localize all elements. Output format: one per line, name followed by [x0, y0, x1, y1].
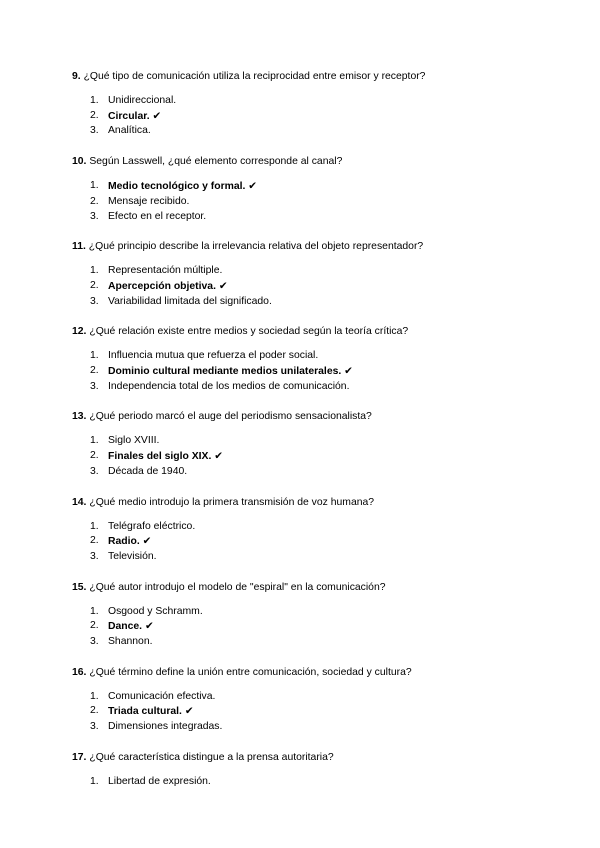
checkmark-icon: ✔ — [344, 365, 353, 378]
question-title — [72, 496, 542, 509]
option-text: Radio. — [108, 536, 140, 548]
option-number: 3. — [90, 465, 99, 477]
answer-option — [72, 720, 542, 735]
answer-option-correct — [72, 534, 542, 550]
answer-option — [72, 94, 542, 109]
option-text: Osgood y Schramm. — [108, 605, 203, 617]
answer-option — [72, 264, 542, 279]
option-number: 3. — [90, 295, 99, 307]
question-number: 17. — [72, 751, 87, 763]
answer-option-correct — [72, 279, 542, 295]
option-number: 3. — [90, 125, 99, 137]
option-text: Finales del siglo XIX. — [108, 451, 212, 463]
question-block — [72, 581, 542, 650]
option-number: 1. — [90, 350, 99, 362]
question-number: 15. — [72, 581, 87, 593]
option-text: Independencia total de los medios de comunicación. — [108, 380, 350, 392]
option-text: Comunicación efectiva. — [108, 690, 216, 702]
answer-option-correct — [72, 179, 542, 195]
answer-option-correct — [72, 704, 542, 720]
question-block — [72, 155, 542, 224]
answer-options — [72, 520, 542, 565]
question-number: 9. — [72, 71, 81, 82]
answer-option-correct — [72, 364, 542, 380]
checkmark-icon: ✔ — [248, 180, 258, 193]
question-block — [72, 666, 542, 735]
question-title — [72, 751, 542, 764]
option-text: Dominio cultural mediante medios unilaterales. — [108, 366, 342, 378]
answer-options — [72, 179, 542, 224]
option-number: 2. — [90, 620, 99, 632]
question-text: ¿Qué relación existe entre medios y sociedad según la teoría crítica? — [89, 326, 409, 338]
question-number: 11. — [72, 241, 86, 253]
option-text: Dimensiones integradas. — [108, 721, 223, 733]
answer-option — [72, 380, 542, 395]
option-number: 2. — [90, 109, 99, 121]
answer-option — [72, 775, 542, 790]
answer-option — [72, 465, 542, 480]
option-number: 3. — [90, 210, 99, 222]
option-number: 3. — [90, 380, 99, 392]
option-text: Medio tecnológico y formal. — [108, 181, 246, 193]
answer-options — [72, 94, 542, 139]
option-text: Dance. — [108, 621, 143, 633]
option-text: Variabilidad limitada del significado. — [108, 295, 272, 307]
option-number: 1. — [90, 605, 99, 617]
answer-option — [72, 605, 542, 620]
question-title — [72, 70, 542, 83]
question-text: ¿Qué característica distingue a la prensa autoritaria? — [89, 751, 334, 763]
answer-options — [72, 434, 542, 479]
option-number: 2. — [90, 535, 99, 547]
option-number: 3. — [90, 721, 99, 733]
question-title — [72, 410, 542, 423]
question-number: 16. — [72, 666, 87, 678]
question-text: ¿Qué autor introdujo el modelo de "espiral" en la comunicación? — [89, 581, 386, 593]
answer-option — [72, 520, 542, 535]
option-number: 2. — [90, 195, 99, 207]
answer-option — [72, 690, 542, 705]
checkmark-icon: ✔ — [144, 620, 154, 633]
question-number: 13. — [72, 411, 87, 423]
answer-option — [72, 349, 542, 364]
answer-option — [72, 124, 542, 139]
answer-option — [72, 550, 542, 565]
answer-option — [72, 295, 542, 310]
option-text: Representación múltiple. — [108, 265, 223, 277]
option-text: Shannon. — [108, 636, 153, 648]
option-text: Analítica. — [108, 125, 151, 137]
question-text: ¿Qué tipo de comunicación utiliza la reciprocidad entre emisor y receptor? — [83, 71, 426, 82]
answer-options — [72, 605, 542, 650]
checkmark-icon: ✔ — [152, 109, 162, 122]
answer-option — [72, 210, 542, 225]
option-text: Influencia mutua que refuerza el poder social. — [108, 350, 319, 362]
question-text: ¿Qué periodo marcó el auge del periodismo sensacionalista? — [89, 411, 372, 423]
option-number: 1. — [90, 435, 99, 447]
option-number: 1. — [90, 520, 99, 532]
checkmark-icon: ✔ — [214, 450, 223, 463]
option-number: 1. — [90, 180, 99, 192]
question-number: 10. — [72, 156, 87, 168]
option-text: Telégrafo eléctrico. — [108, 520, 196, 532]
checkmark-icon: ✔ — [218, 279, 228, 292]
option-number: 2. — [90, 705, 99, 717]
option-text: Unidireccional. — [108, 95, 177, 106]
option-number: 1. — [90, 775, 99, 787]
option-number: 2. — [90, 279, 99, 291]
question-block — [72, 751, 542, 790]
answer-options — [72, 690, 542, 735]
option-text: Apercepción objetiva. — [108, 280, 216, 292]
option-number: 3. — [90, 636, 99, 648]
question-title — [72, 155, 542, 168]
question-block — [72, 240, 542, 309]
answer-options — [72, 775, 542, 790]
question-title — [72, 240, 542, 253]
question-text: ¿Qué medio introdujo la primera transmisión de voz humana? — [89, 496, 375, 508]
option-number: 2. — [90, 450, 99, 462]
option-text: Década de 1940. — [108, 465, 188, 477]
option-number: 1. — [90, 95, 99, 106]
question-number: 12. — [72, 326, 87, 338]
question-title — [72, 325, 542, 338]
answer-option-correct — [72, 109, 542, 125]
answer-option — [72, 434, 542, 449]
option-text: Mensaje recibido. — [108, 195, 190, 207]
question-block — [72, 70, 542, 139]
option-number: 1. — [90, 265, 99, 277]
checkmark-icon: ✔ — [184, 705, 194, 718]
answer-option-correct — [72, 619, 542, 635]
option-text: Libertad de expresión. — [108, 775, 211, 787]
question-title — [72, 581, 542, 594]
option-text: Siglo XVIII. — [108, 435, 160, 447]
answer-options — [72, 264, 542, 309]
answer-option — [72, 635, 542, 650]
question-text: ¿Qué término define la unión entre comunicación, sociedad y cultura? — [89, 666, 412, 678]
option-text: Circular. — [108, 110, 150, 122]
question-block — [72, 410, 542, 479]
answer-option — [72, 195, 542, 210]
answer-options — [72, 349, 542, 394]
checkmark-icon: ✔ — [142, 535, 152, 548]
question-block — [72, 496, 542, 565]
question-title — [72, 666, 542, 679]
question-block — [72, 325, 542, 394]
question-list — [72, 70, 542, 806]
option-number: 2. — [90, 365, 99, 377]
option-text: Televisión. — [108, 550, 157, 562]
question-number: 14. — [72, 496, 87, 508]
question-text: ¿Qué principio describe la irrelevancia relativa del objeto representador? — [88, 241, 424, 253]
answer-option-correct — [72, 449, 542, 465]
option-number: 1. — [90, 690, 99, 702]
option-text: Triada cultural. — [108, 706, 182, 718]
option-text: Efecto en el receptor. — [108, 210, 207, 222]
question-text: Según Lasswell, ¿qué elemento corresponde al canal? — [89, 156, 343, 168]
option-number: 3. — [90, 550, 99, 562]
